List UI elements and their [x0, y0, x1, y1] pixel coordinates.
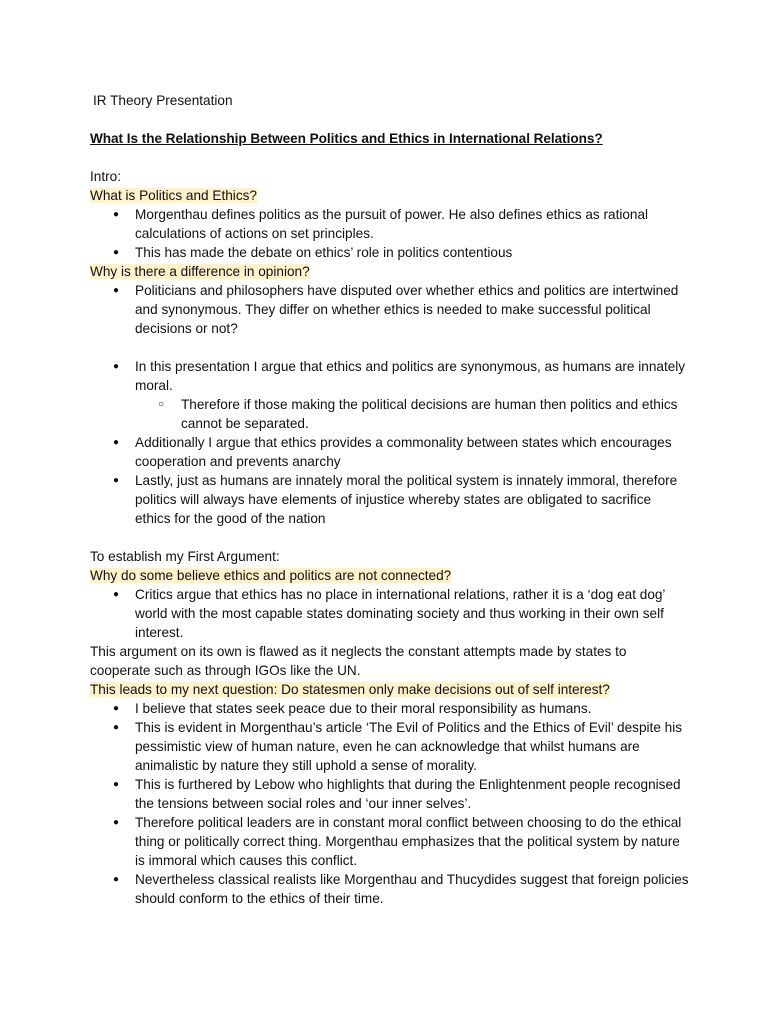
list-item: ● Nevertheless classical realists like Morgenthau and Thucydides suggest that foreign policies should conform to the ethics of their time.: [90, 870, 690, 908]
list-item: ● Therefore political leaders are in constant moral conflict between choosing to do the ethical thing or politically correct thing. Morgenthau emphasizes that the political system by nature is immoral which causes this conflict.: [90, 813, 690, 870]
list-item: ● Additionally I argue that ethics provides a commonality between states which encourages cooperation and prevents anarchy: [90, 433, 690, 471]
bullet-list: [90, 699, 690, 908]
highlighted-question: Why do some believe ethics and politics are not connected?: [90, 568, 452, 583]
bullet-list: [90, 205, 690, 262]
list-item: ● Morgenthau defines politics as the pursuit of power. He also defines ethics as rational calculations of actions on set principles.: [90, 205, 690, 243]
list-item: ● Politicians and philosophers have disputed over whether ethics and politics are intertwined and synonymous. They differ on whether ethics is needed to make successful political decisions or not?: [90, 281, 690, 338]
list-item: ● This has made the debate on ethics’ role in politics contentious: [90, 243, 690, 262]
list-item: ● Critics argue that ethics has no place in international relations, rather it is a ‘dog eat dog’ world with the most capable states dominating society and thus working in their own self interest.: [90, 585, 690, 642]
sub-list-item: ○ Therefore if those making the political decisions are human then politics and ethics cannot be separated.: [90, 395, 690, 433]
bullet-list: [90, 281, 690, 338]
bullet-list: [90, 585, 690, 642]
list-item: ● This is furthered by Lebow who highlights that during the Enlightenment people recognised the tensions between social roles and ‘our inner selves’.: [90, 775, 690, 813]
list-item: ● Lastly, just as humans are innately moral the political system is innately immoral, therefore politics will always have elements of injustice whereby states are obligated to sacrifice ethics for the good of the nation: [90, 471, 690, 528]
document-body: [90, 91, 690, 908]
highlighted-question: Why is there a difference in opinion?: [90, 264, 310, 279]
main-heading: What Is the Relationship Between Politics and Ethics in International Relations?: [90, 131, 603, 146]
question-heading: [90, 186, 690, 205]
list-item: ● I believe that states seek peace due to their moral responsibility as humans.: [90, 699, 690, 718]
intro-label: Intro:: [90, 169, 121, 184]
question-heading: [90, 566, 690, 585]
blank-line: [90, 528, 690, 547]
question-heading: [90, 680, 690, 699]
body-paragraph: This argument on its own is flawed as it neglects the constant attempts made by states to cooperate such as through IGOs like the UN.: [90, 644, 627, 678]
highlighted-question: What is Politics and Ethics?: [90, 188, 257, 203]
section-label: To establish my First Argument:: [90, 549, 280, 564]
blank-line: [90, 148, 690, 167]
blank-line: [90, 338, 690, 357]
list-item: ● This is evident in Morgenthau’s article ‘The Evil of Politics and the Ethics of Evil’ despite his pessimistic view of human nature, even he can acknowledge that whilst humans are animalistic by nature they still uphold a sense of morality.: [90, 718, 690, 775]
bullet-list: [90, 357, 690, 528]
list-item: ● In this presentation I argue that ethics and politics are synonymous, as humans are innately moral.: [90, 357, 690, 395]
highlighted-question: This leads to my next question: Do statesmen only make decisions out of self interest?: [90, 682, 610, 697]
document-title: IR Theory Presentation: [93, 93, 233, 108]
question-heading: [90, 262, 690, 281]
